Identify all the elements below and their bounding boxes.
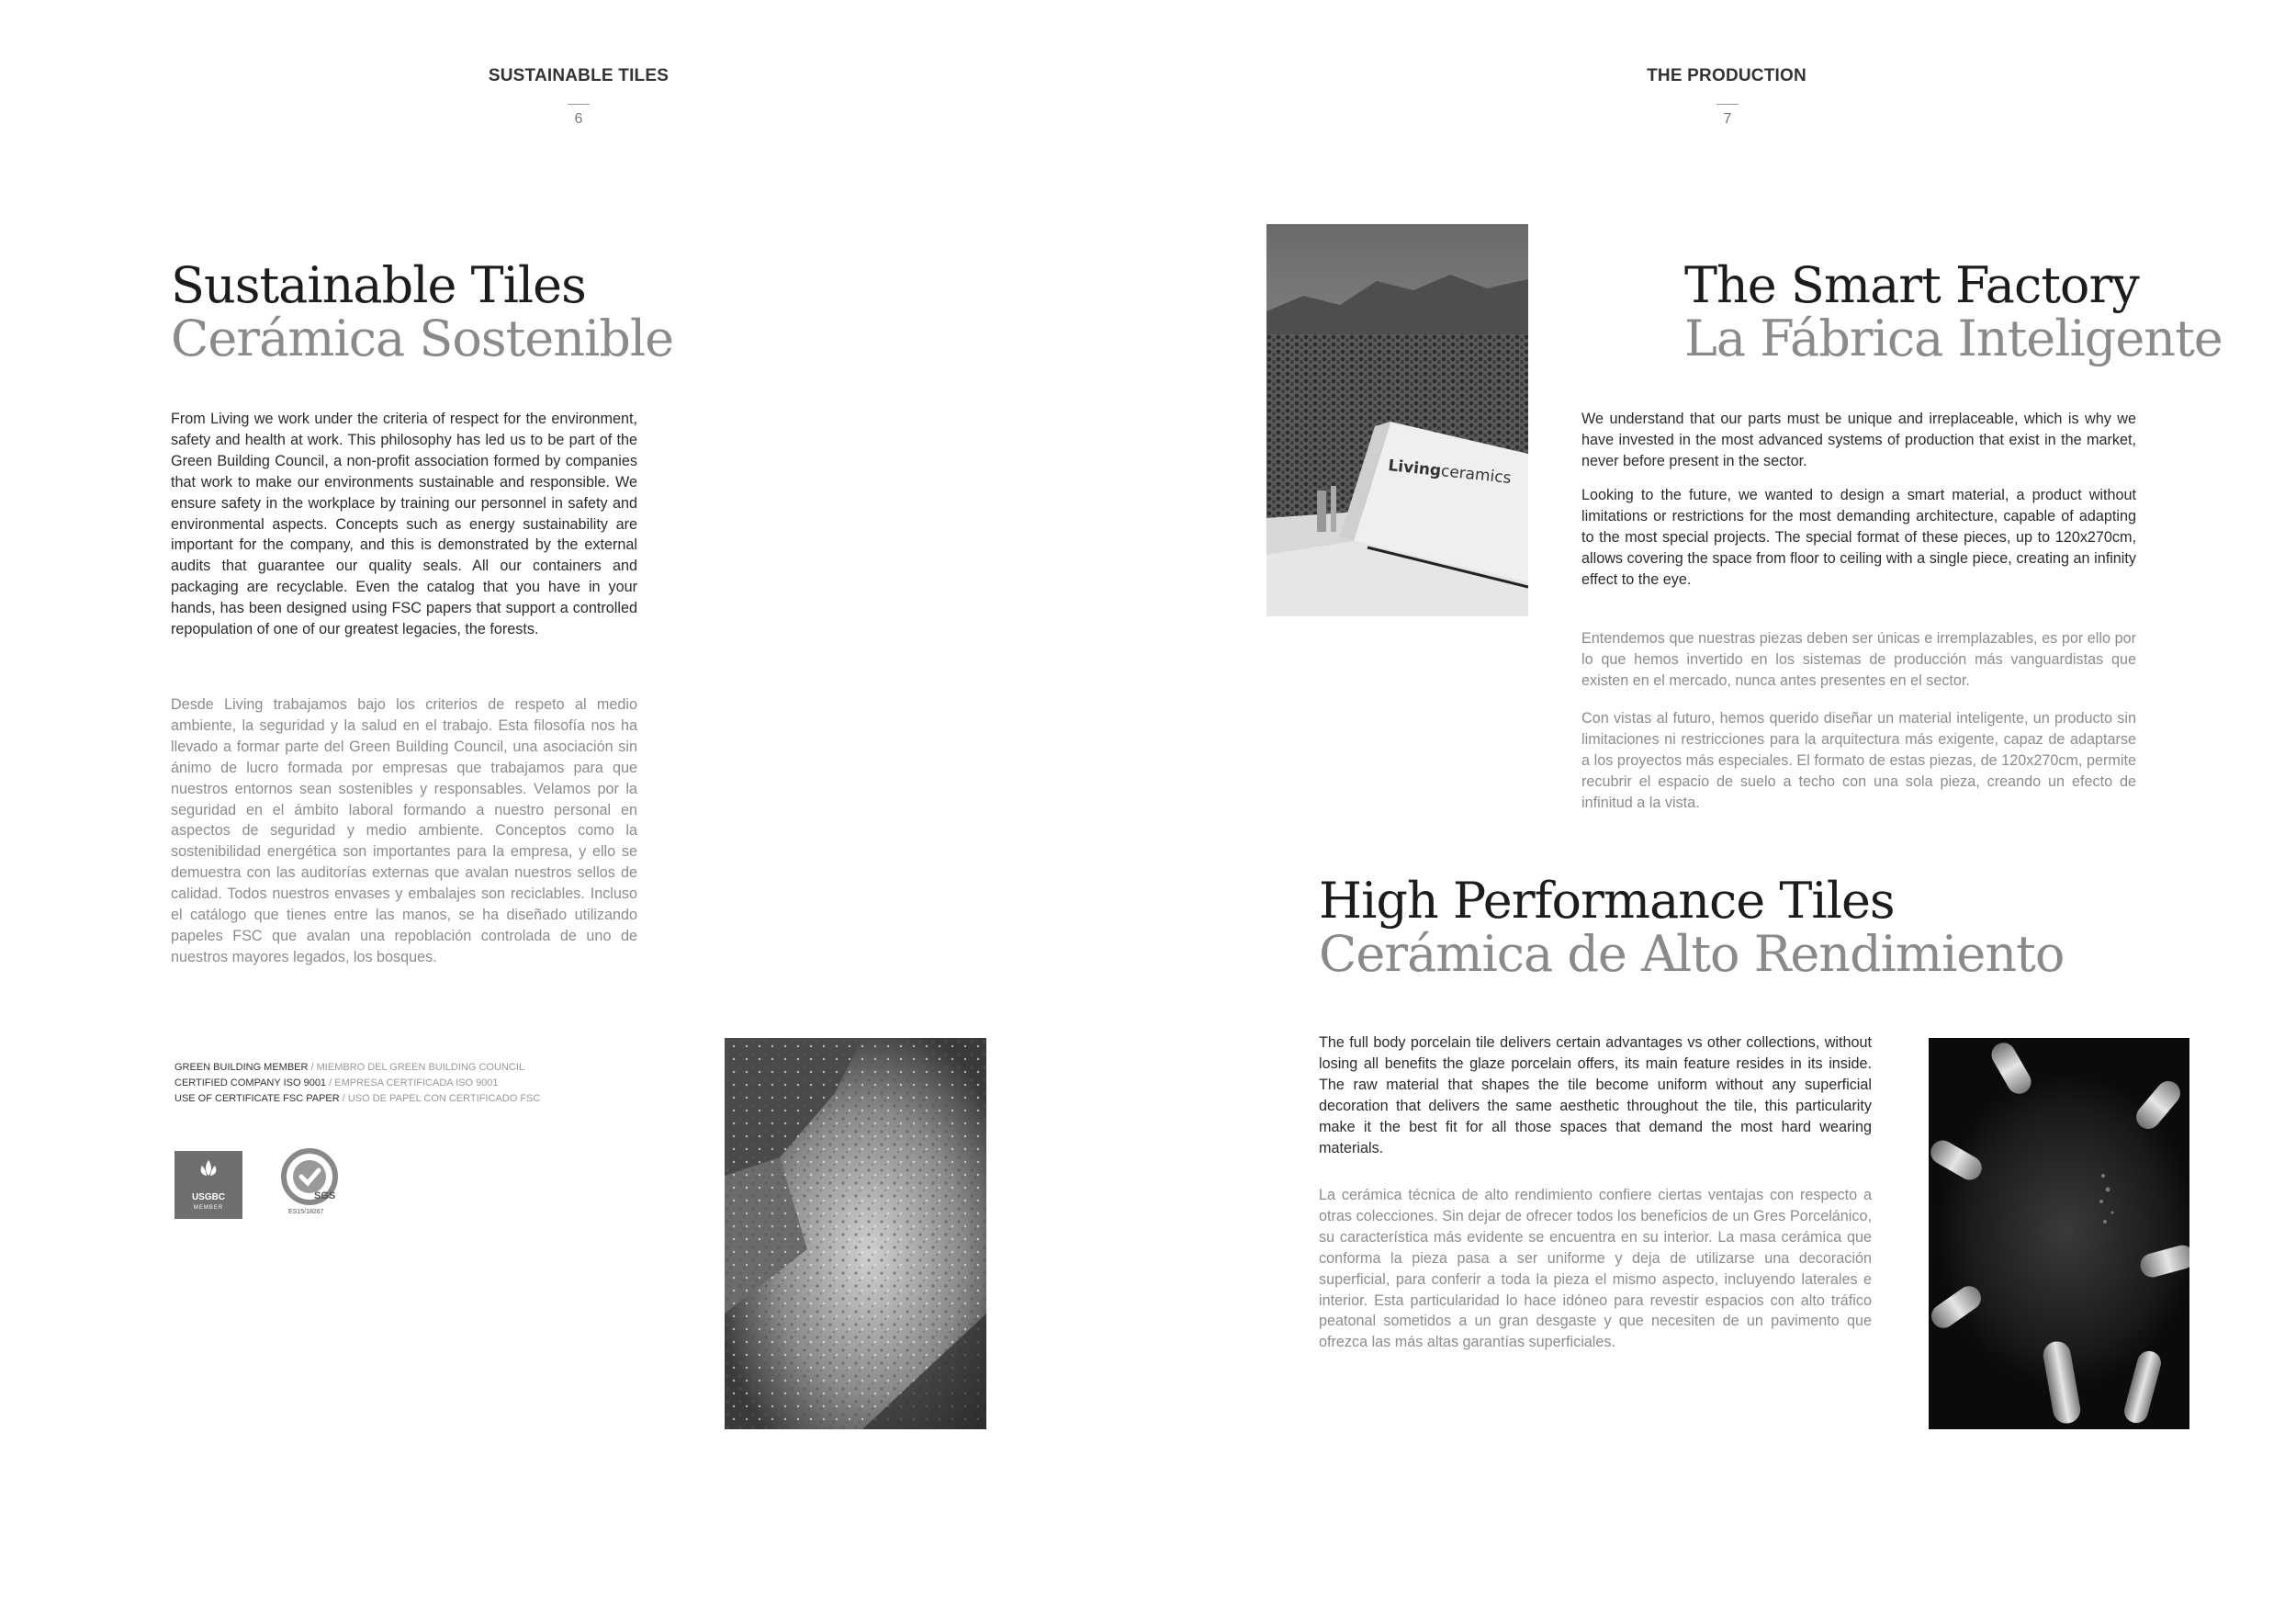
body-text-es-performance: La cerámica técnica de alto rendimiento confiere ciertas ventajas con respecto a otras colecciones. Sin dejar de ofrecer todos los beneficios de un Gres Porcelánico, su característica más evidente se encuentra en su interior. La masa cerámica que conforma la pieza pasa a ser uniforme y deja de utilizarse una decoración superficial, para conferir a toda la pieza el mismo aspecto, incluyendo laterales e interior. Esta particularidad lo hace idóneo para revestir espacios con alto tráfico peatonal sometidos a un gran desgaste y que necesiten de un pavimento que ofrezca las más altas garantías superficiales. xyxy=(1319,1187,1872,1351)
running-head-right: THE PRODUCTION xyxy=(1647,66,1806,85)
body-text-en-performance: The full body porcelain tile delivers certain advantages vs other collections, without losing all benefits the glaze porcelain offers, its main feature resides in its inside. The raw material that shapes the tile become uniform without any superficial decoration that delivers the same aesthetic throughout the tile, this particularity make it the best fit for all those spaces that demand the most hard wearing materials. xyxy=(1319,1034,1872,1156)
certification-item: CERTIFIED COMPANY ISO 9001 / EMPRESA CERTIFICADA ISO 9001 xyxy=(174,1077,499,1088)
title-alto-rendimiento: Cerámica de Alto Rendimiento xyxy=(1319,925,2065,983)
body-text-en-factory-1: We understand that our parts must be unique and irreplaceable, which is why we have invested in the most advanced systems of production that exist in the market, never before present in the sector. xyxy=(1581,411,2136,469)
photo-raw-material xyxy=(725,1038,986,1429)
title-fabrica-inteligente: La Fábrica Inteligente xyxy=(1684,310,2223,367)
sgs-iso-logo: SGS ES15/18267 xyxy=(276,1148,343,1224)
photo-production-machine xyxy=(1929,1038,2189,1429)
page-number-right: 7 xyxy=(1723,111,1732,127)
title-smart-factory: The Smart Factory xyxy=(1684,256,2139,314)
certification-item: USE OF CERTIFICATE FSC PAPER / USO DE PAPEL CON CERTIFICADO FSC xyxy=(174,1093,541,1104)
factory-sign: Livingceramics xyxy=(1387,457,1513,489)
title-ceramica-sostenible: Cerámica Sostenible xyxy=(171,310,674,367)
body-text-en-left: From Living we work under the criteria of respect for the environment, safety and health at work. This philosophy has led us to be part of the Green Building Council, a non-profit association formed by companies that work to make our environments sustainable and responsible. We ensure safety in the workplace by training our personnel in safety and environmental aspects. Concepts such as energy sustainability are important for the company, and this is demonstrated by the external audits that guarantee our quality seals. All our containers and packaging are recyclable. Even the catalog that you have in your hands, has been designed using FSC papers that support a controlled repopulation of one of our greatest legacies, the forests. xyxy=(171,411,637,638)
title-high-performance: High Performance Tiles xyxy=(1319,872,1895,930)
body-text-es-left: Desde Living trabajamos bajo los criterios de respeto al medio ambiente, la seguridad y la salud en el trabajo. Esta filosofía nos ha llevado a formar parte del Green Building Council, una asociación sin ánimo de lucro formada por empresas que trabajamos para que nuestros entornos sean sostenibles y responsables. Velamos por la seguridad en el ámbito laboral formando a nuestro personal en aspectos de seguridad y medio ambiente. Conceptos como la sostenibilidad energética son importantes para la empresa, y ello se demuestra con las auditorías externas que avalan nuestros sellos de calidad. Todos nuestros envases y embalajes son reciclables. Incluso el catálogo que tienes entre las manos, se ha diseñado utilizando papeles FSC que avalan una repoblación controlada de uno de nuestros mayores legados, los bosques. xyxy=(171,696,637,965)
running-head-left: SUSTAINABLE TILES xyxy=(488,66,670,85)
leaf-icon xyxy=(174,1151,242,1188)
running-head-rule xyxy=(1716,104,1739,105)
title-sustainable-tiles: Sustainable Tiles xyxy=(171,256,586,314)
photo-smart-factory xyxy=(1266,224,1528,616)
body-text-en-factory-2: Looking to the future, we wanted to design a smart material, a product without limitations or restrictions for the most demanding architecture, capable of adapting to the most special projects. The special format of these pieces, up to 120x270cm, allows covering the space from floor to ceiling with a single piece, creating an infinity effect to the eye. xyxy=(1581,487,2136,588)
body-text-es-factory-2: Con vistas al futuro, hemos querido diseñar un material inteligente, un producto sin limitaciones ni restricciones para la arquitectura más exigente, capaz de adaptarse a los proyectos más especiales. El formato de estas piezas, de 120x270cm, permite recubrir el espacio de suelo a techo con una sola pieza, creando un efecto de infinitud a la vista. xyxy=(1581,710,2136,811)
running-head-rule xyxy=(568,104,590,105)
page-number-left: 6 xyxy=(574,111,583,127)
certification-item: GREEN BUILDING MEMBER / MIEMBRO DEL GREEN BUILDING COUNCIL xyxy=(174,1062,524,1073)
certification-list xyxy=(174,1060,540,1107)
body-text-es-factory-1: Entendemos que nuestras piezas deben ser únicas e irremplazables, es por ello por lo que hemos invertido en los sistemas de producción más vanguardistas que existen en el mercado, nunca antes presentes en el sector. xyxy=(1581,630,2136,689)
usgbc-logo: USGBC MEMBER xyxy=(174,1151,242,1219)
